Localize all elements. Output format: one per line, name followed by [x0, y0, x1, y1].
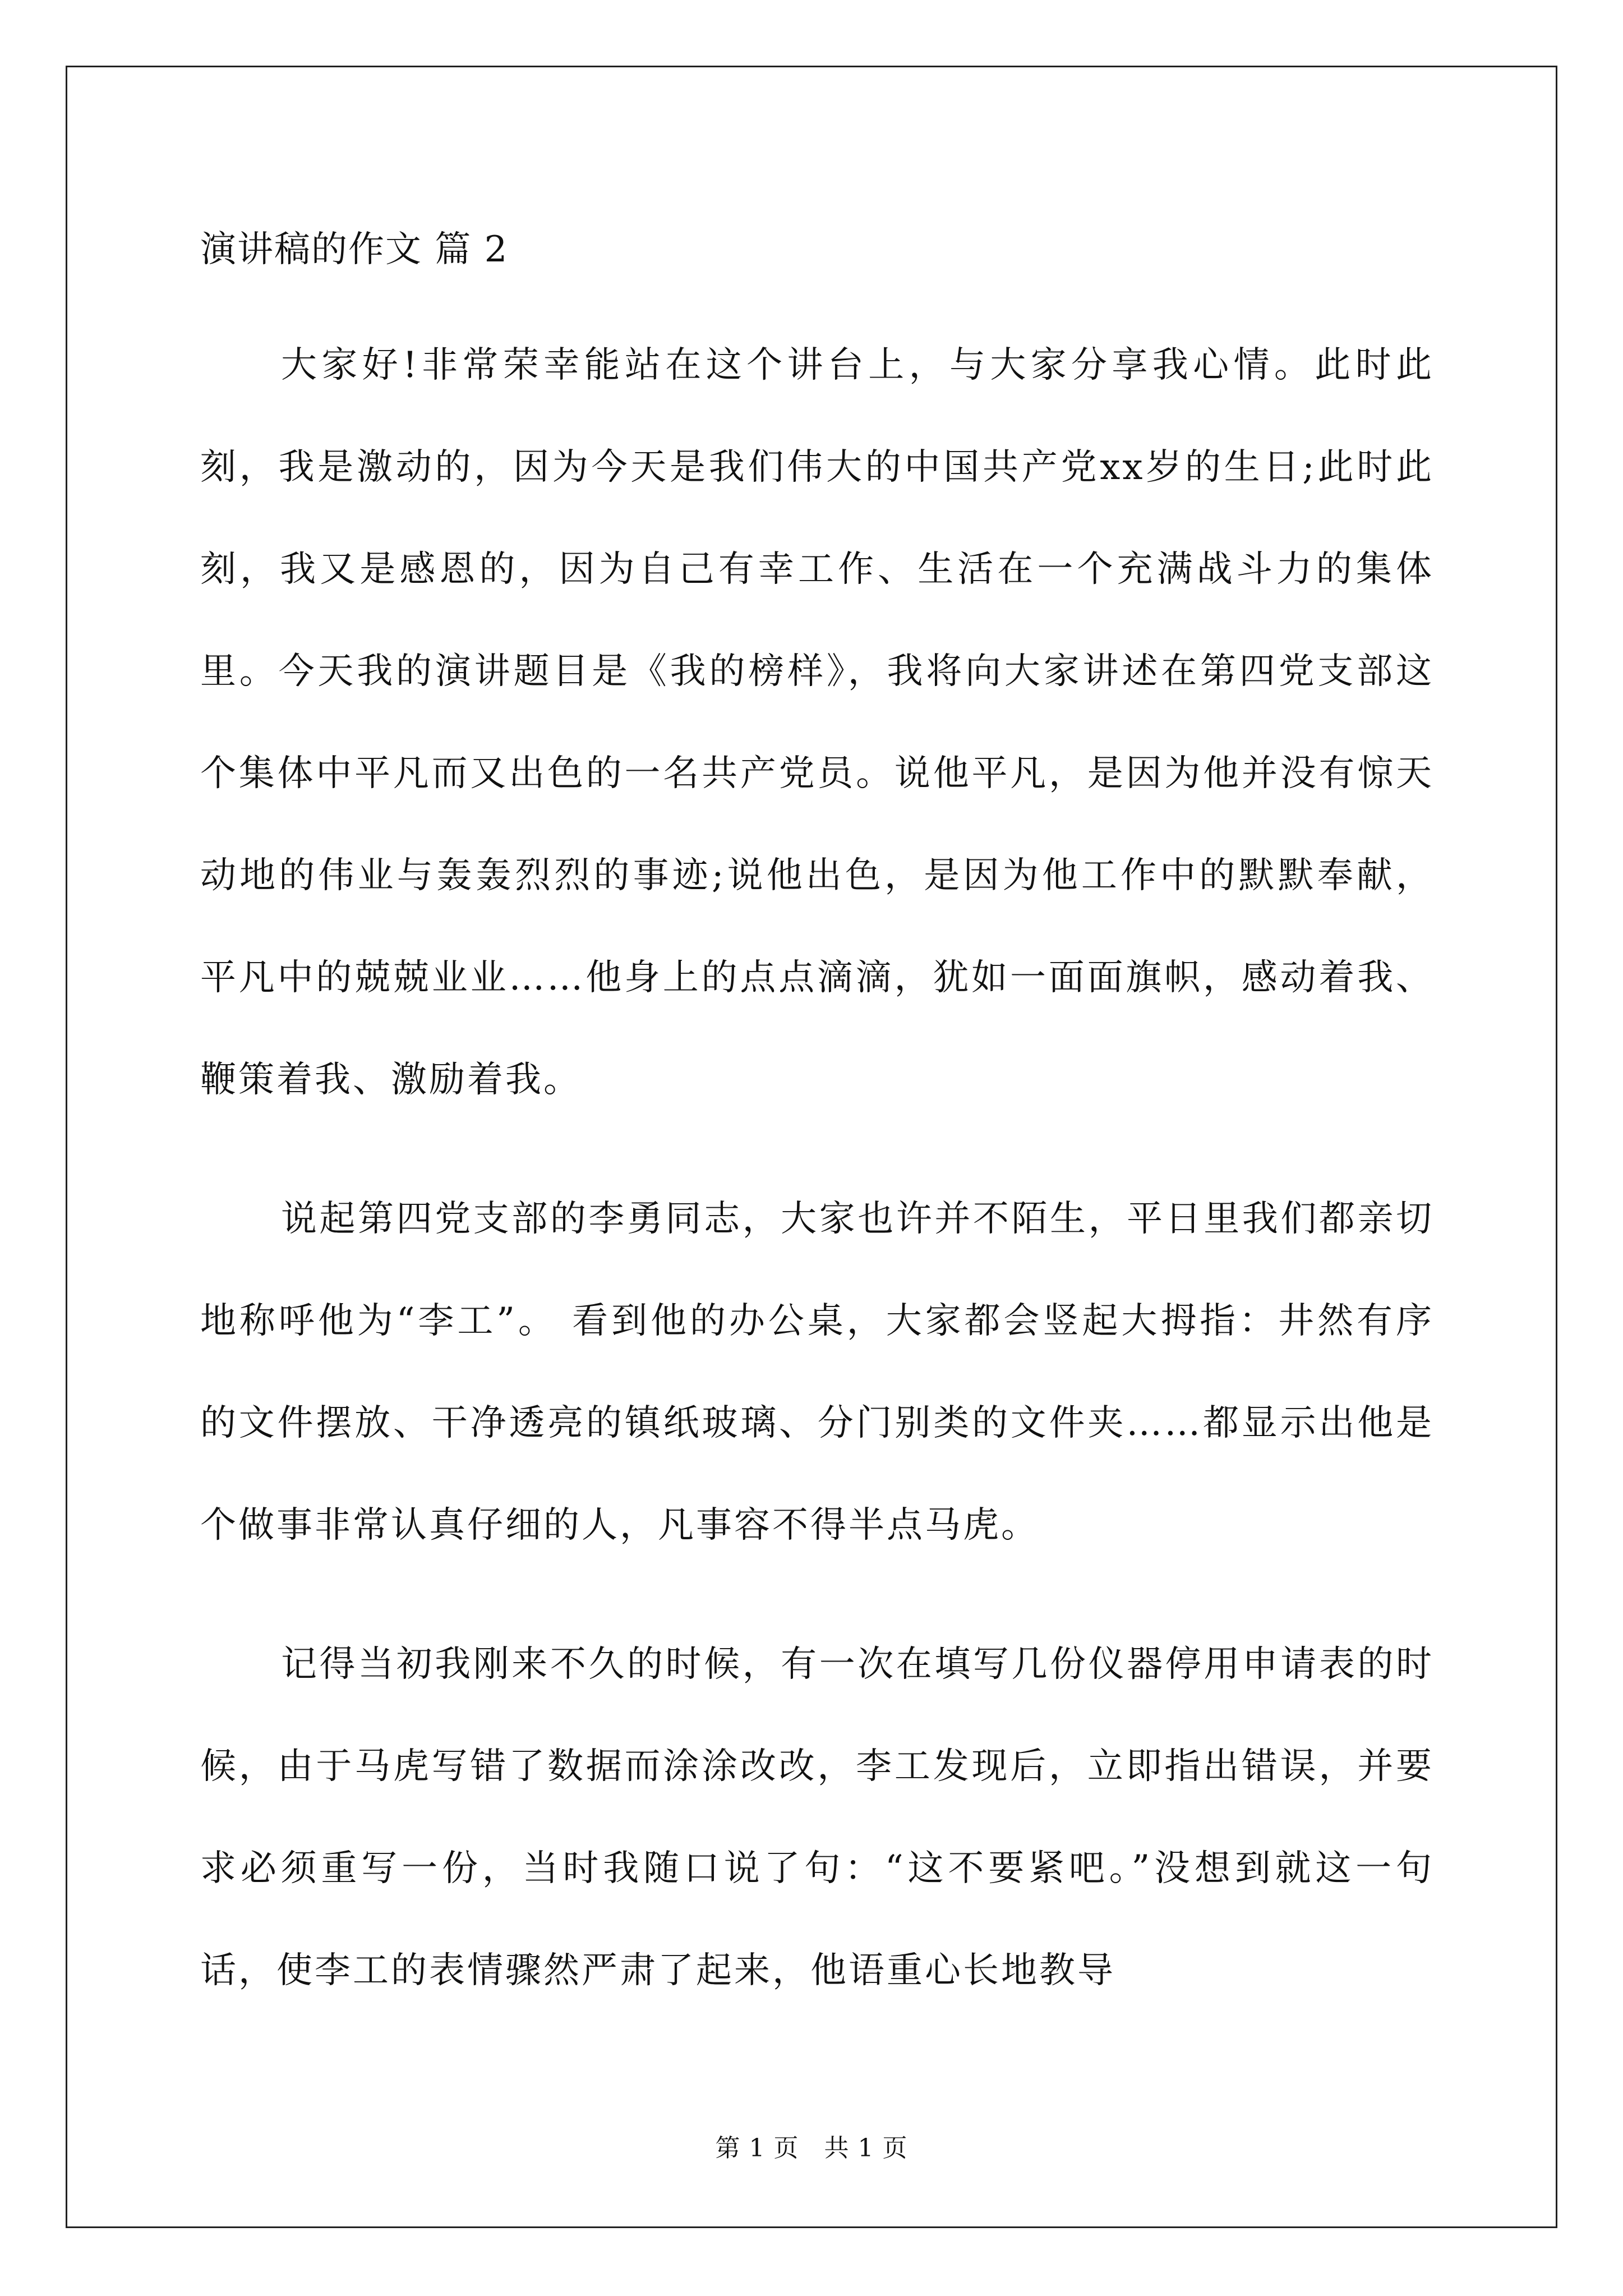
page-footer: 第 1 页 共 1 页 — [715, 2134, 908, 2162]
document-body — [200, 219, 1434, 2022]
paragraph-1: 大家好!非常荣幸能站在这个讲台上，与大家分享我心情。此时此刻，我是激动的，因为今天是我们伟大的中国共产党xx岁的生日;此时此刻，我又是感恩的，因为自己有幸工作、生活在一个充满战斗力的集体里。今天我的演讲题目是《我的榜样》，我将向大家讲述在第四党支部这个集体中平凡而又出色的一名共产党员。说他平凡，是因为他并没有惊天动地的伟业与轰轰烈烈的事迹;说他出色，是因为他工作中的默默奉献，平凡中的兢兢业业……他身上的点点滴滴，犹如一面面旗帜，感动着我、鞭策着我、激励着我。 — [200, 344, 1434, 1101]
document-title: 演讲稿的作文 篇 2 — [200, 229, 509, 270]
paragraph-2: 说起第四党支部的李勇同志，大家也许并不陌生，平日里我们都亲切地称呼他为“李工”。 看到他的办公桌，大家都会竖起大拇指：井然有序的文件摆放、干净透亮的镇纸玻璃、分门别类的文件夹……都显示出他是个做事非常认真仔细的人，凡事容不得半点马虎。 — [200, 1198, 1434, 1546]
paragraph-3: 记得当初我刚来不久的时候，有一次在填写几份仪器停用申请表的时候，由于马虎写错了数据而涂涂改改，李工发现后，立即指出错误，并要求必须重写一份，当时我随口说了句：“这不要紧吧。”没想到就这一句话，使李工的表情骤然严肃了起来，他语重心长地教导 — [200, 1644, 1434, 1991]
